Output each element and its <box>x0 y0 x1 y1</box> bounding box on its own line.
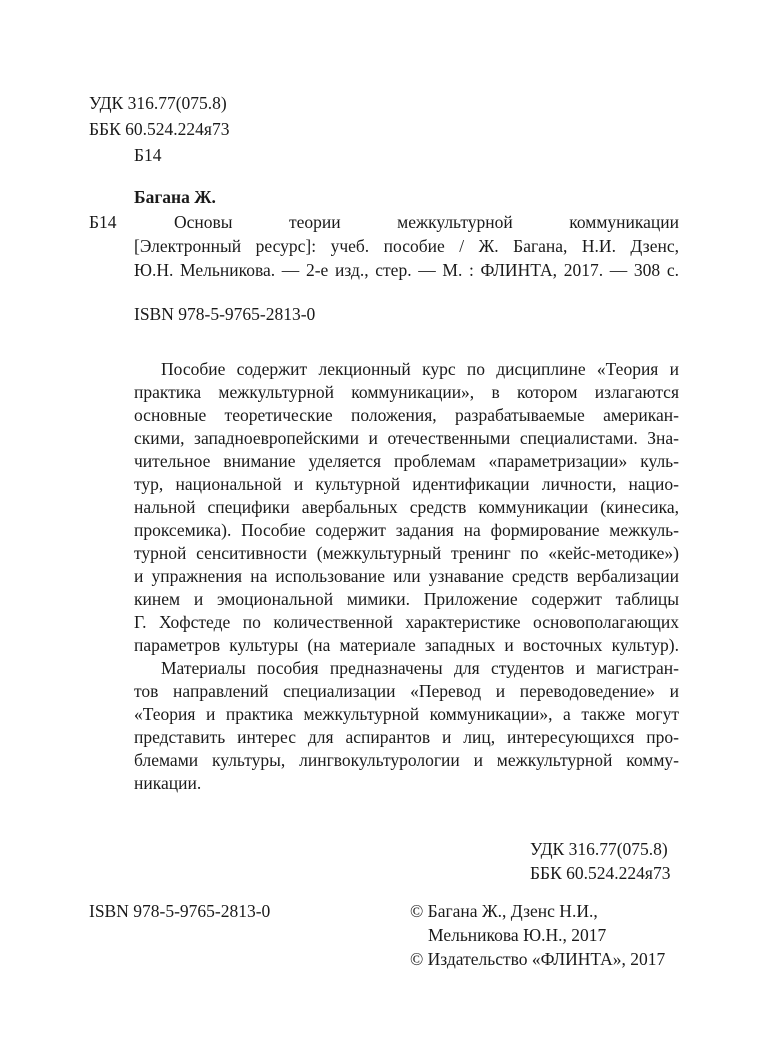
entry-isbn: ISBN 978-5-9765-2813-0 <box>134 304 316 324</box>
copyright-authors: © Багана Ж., Дзенс Н.И., <box>410 901 598 921</box>
abstract-line: никации. <box>134 773 202 793</box>
abstract-line: Материалы пособия предназначены для студентов и магистран- <box>161 658 679 678</box>
abstract-line: представить интерес для аспирантов и лиц, интересующихся про- <box>134 727 679 747</box>
entry-code: Б14 <box>89 212 117 232</box>
abstract-line: основные теоретические положения, разрабатываемые американ- <box>134 405 679 425</box>
header-udk: УДК 316.77(075.8) <box>89 93 227 113</box>
footer-isbn: ISBN 978-5-9765-2813-0 <box>89 901 271 921</box>
abstract-line: «Теория и практика межкультурной коммуникации», а также могут <box>134 704 679 724</box>
abstract-line: турной сенситивности (межкультурный тренинг по «кейс-методике») <box>134 543 679 563</box>
abstract-line: параметров культуры (на материале западных и восточных культур). <box>134 635 679 655</box>
entry-line-3: Ю.Н. Мельникова. — 2-е изд., стер. — М. : ФЛИНТА, 2017. — 308 с. <box>134 260 679 280</box>
abstract-line: тур, национальной и культурной идентификации личности, нацио- <box>134 474 679 494</box>
abstract-line: практика межкультурной коммуникации», в котором излагаются <box>134 382 679 402</box>
classification-udk: УДК 316.77(075.8) <box>530 839 668 859</box>
abstract-line: и упражнения на использование или узнавание средств вербализации <box>134 566 679 586</box>
abstract-line: нальной специфики авербальных средств коммуникации (кинесика, <box>134 497 679 517</box>
copyright-authors-cont: Мельникова Ю.Н., 2017 <box>428 925 607 945</box>
abstract-line: проксемика). Пособие содержит задания на формирование межкуль- <box>134 520 679 540</box>
abstract-line: Пособие содержит лекционный курс по дисциплине «Теория и <box>161 359 679 379</box>
abstract-line: тов направлений специализации «Перевод и переводоведение» и <box>134 681 679 701</box>
abstract-line: Г. Хофстеде по количественной характеристике основополагающих <box>134 612 679 632</box>
header-code: Б14 <box>134 145 162 165</box>
copyright-publisher: © Издательство «ФЛИНТА», 2017 <box>410 949 666 969</box>
entry-line-2: [Электронный ресурс]: учеб. пособие / Ж. Багана, Н.И. Дзенс, <box>134 236 679 256</box>
abstract-line: чительное внимание уделяется проблемам «параметризации» куль- <box>134 451 679 471</box>
entry-line-1: Основы теории межкультурной коммуникации <box>174 212 679 232</box>
abstract-line: кинем и эмоциональной мимики. Приложение содержит таблицы <box>134 589 679 609</box>
entry-author: Багана Ж. <box>134 187 216 207</box>
classification-bbk: ББК 60.524.224я73 <box>530 863 671 883</box>
header-bbk: ББК 60.524.224я73 <box>89 119 230 139</box>
abstract-line: скими, западноевропейскими и отечественными специалистами. Зна- <box>134 428 679 448</box>
abstract-line: блемами культуры, лингвокультурологии и межкультурной комму- <box>134 750 679 770</box>
